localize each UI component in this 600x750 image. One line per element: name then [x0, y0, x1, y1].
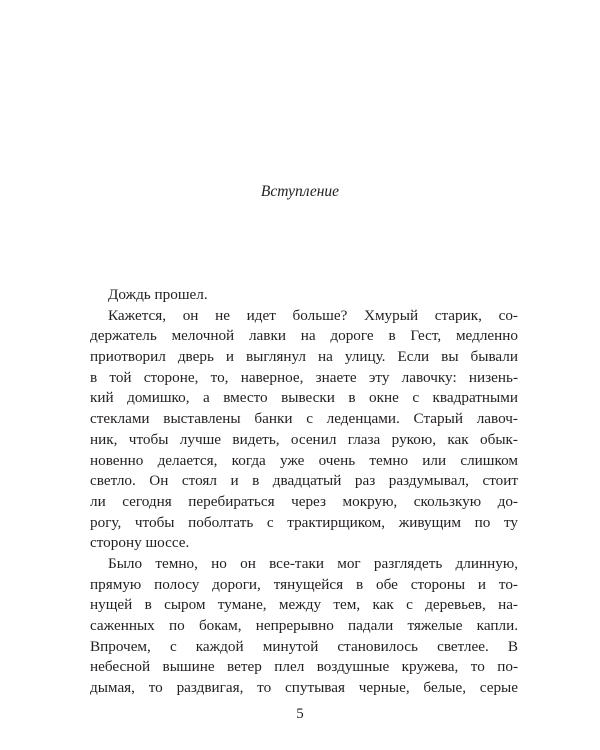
- text-line: нущей в сыром тумане, между тем, как с деревьев, на-: [90, 596, 518, 614]
- text-line: в той стороне, то, наверное, знаете эту лавочку: низень-: [90, 368, 518, 386]
- chapter-title: Вступление: [260, 183, 340, 200]
- text-line: стеклами выставлены банки с леденцами. Старый лавоч-: [90, 410, 518, 428]
- text-line: новенно делается, когда уже очень темно или слишком: [90, 451, 518, 469]
- text-line: держатель мелочной лавки на дороге в Гест, медленно: [90, 327, 518, 345]
- text-line: кий домишко, а вместо вывески в окне с квадратными: [90, 389, 518, 407]
- text-line: Кажется, он не идет больше? Хмурый старик, со-: [108, 306, 518, 324]
- text-line: дымая, то раздвигая, то спутывая черные, белые, серые: [90, 679, 518, 697]
- text-line: Было темно, но он все-таки мог разглядеть длинную,: [108, 554, 518, 572]
- text-line: небесной вышине ветер плел воздушные кружева, то по-: [90, 658, 518, 676]
- text-line: саженных по бокам, непрерывно падали тяжелые капли.: [90, 617, 518, 634]
- page-number: 5: [296, 706, 304, 722]
- text-line: приотворил дверь и выглянул на улицу. Если вы бывали: [90, 348, 518, 366]
- text-line: Дождь прошел.: [108, 286, 208, 303]
- text-line: светло. Он стоял и в двадцатый раз раздумывал, стоит: [90, 472, 518, 490]
- text-line: прямую полосу дороги, тянущейся в обе стороны и то-: [90, 575, 518, 593]
- text-line: рогу, чтобы поболтать с трактирщиком, живущим по ту: [90, 513, 518, 531]
- text-line: сторону шоссе.: [90, 534, 190, 552]
- text-line: ник, чтобы лучше видеть, осенил глаза рукою, как обык-: [90, 430, 518, 448]
- text-line: ли сегодня перебираться через мокрую, скользкую до-: [90, 492, 518, 510]
- text-line: Впрочем, с каждой минутой становилось светлее. В: [90, 637, 518, 655]
- body-text: [90, 285, 518, 699]
